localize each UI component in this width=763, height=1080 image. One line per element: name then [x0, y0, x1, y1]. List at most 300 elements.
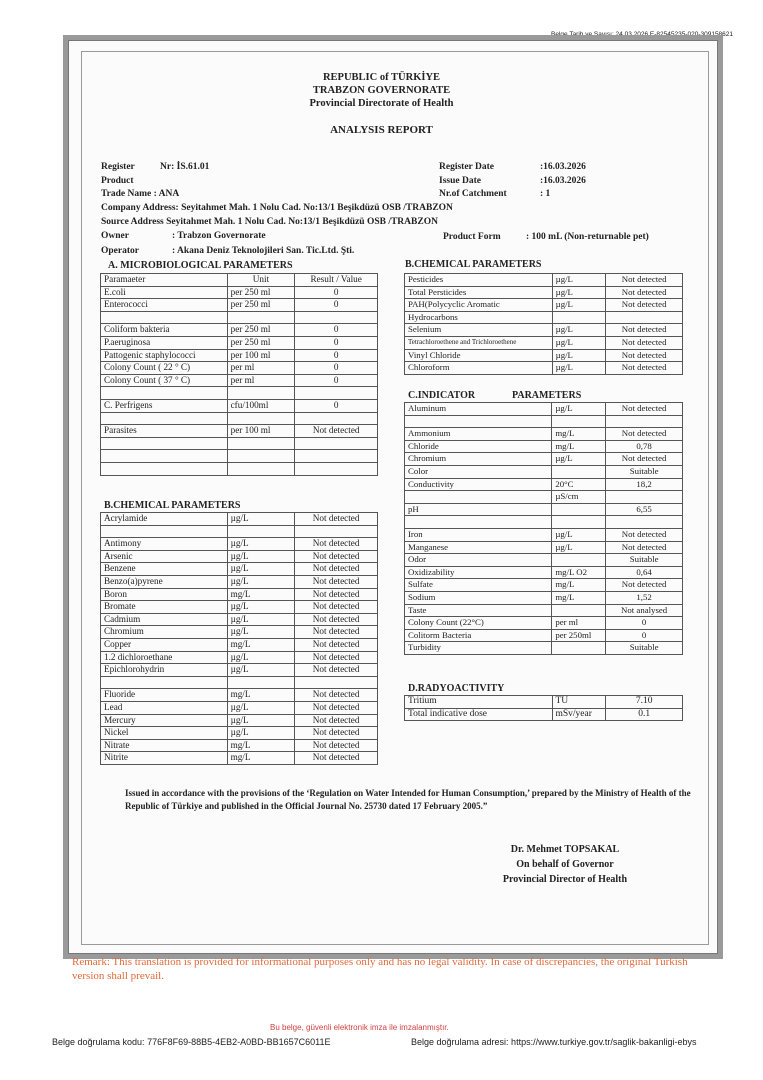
chem-left-row	[101, 538, 378, 551]
radio-table	[404, 695, 683, 721]
header-directorate: Provincial Directorate of Health	[309, 98, 454, 109]
micro-cell-value	[295, 450, 378, 463]
chem-left-cell-value: Not detected	[295, 701, 378, 714]
micro-row	[101, 412, 378, 425]
indicator-cell-unit	[552, 415, 606, 428]
source-address: Source Address Seyitahmet Mah. 1 Nolu Cad. No:13/1 Beşikdüzü OSB /TRABZON	[101, 217, 438, 227]
indicator-section-title-2: PARAMETERS	[512, 390, 582, 401]
micro-row	[101, 387, 378, 400]
chem-left-cell-unit: mg/L	[227, 638, 295, 651]
chem-right-row	[405, 286, 683, 299]
micro-cell-value	[295, 387, 378, 400]
verification-code: Belge doğrulama kodu: 776F8F69-88B5-4EB2-A0BD-BB1657C6011E	[52, 1037, 331, 1047]
report-title: ANALYSIS REPORT	[330, 124, 433, 136]
indicator-cell-value: Not detected	[606, 579, 683, 592]
chem-right-cell-parameter: Hydrocarbons	[405, 311, 553, 324]
chem-left-row	[101, 752, 378, 765]
indicator-row	[405, 478, 683, 491]
indicator-cell-parameter: Conductivity	[405, 478, 552, 491]
chem-right-row	[405, 311, 683, 324]
micro-cell-unit: per ml	[227, 374, 295, 387]
chem-left-row	[101, 626, 378, 639]
micro-cell-parameter	[101, 387, 228, 400]
indicator-row	[405, 503, 683, 516]
indicator-cell-parameter: pH	[405, 503, 552, 516]
indicator-cell-unit: mg/L	[552, 591, 606, 604]
issued-statement: Issued in accordance with the provisions of the ‘Regulation on Water Intended for Human Consumption,’ prepared by the Ministry of Health of the Republic of Türkiye and published in the Official Journal No. 25730 dated 17 February 2005.”	[125, 788, 691, 811]
micro-cell-parameter: E.coli	[101, 286, 228, 299]
chem-right-cell-unit: µg/L	[552, 336, 606, 349]
indicator-cell-value: Not detected	[606, 528, 683, 541]
chem-right-row	[405, 349, 683, 362]
micro-cell-value: 0	[295, 299, 378, 312]
chem-left-cell-unit	[227, 676, 295, 689]
micro-cell-parameter: Colony Count ( 37 ° C)	[101, 374, 228, 387]
micro-cell-unit: cfu/100ml	[227, 399, 295, 412]
indicator-row	[405, 554, 683, 567]
chem-left-cell-parameter	[101, 676, 228, 689]
indicator-cell-parameter: Manganese	[405, 541, 552, 554]
chem-left-cell-value: Not detected	[295, 664, 378, 677]
chem-left-cell-parameter: Benzene	[101, 563, 228, 576]
chem-left-cell-value: Not detected	[295, 588, 378, 601]
chem-right-cell-value: Not detected	[606, 299, 683, 312]
micro-cell-parameter	[101, 412, 228, 425]
chem-right-cell-unit: µg/L	[552, 362, 606, 375]
radio-cell-value: 0.1	[606, 708, 683, 721]
chem-right-cell-parameter: Tetrachloroethene and Trichloroethene	[405, 336, 553, 349]
chem-left-row	[101, 613, 378, 626]
micro-cell-value: 0	[295, 286, 378, 299]
micro-cell-unit: per ml	[227, 362, 295, 375]
chem-right-row	[405, 362, 683, 375]
indicator-cell-value: 0	[606, 617, 683, 630]
indicator-cell-unit: 20°C	[552, 478, 606, 491]
chem-left-cell-value	[295, 525, 378, 538]
chem-right-cell-parameter: Total Persticides	[405, 286, 553, 299]
micro-cell-value: 0	[295, 374, 378, 387]
indicator-row	[405, 591, 683, 604]
indicator-cell-value: 0	[606, 629, 683, 642]
micro-cell-value: 0	[295, 399, 378, 412]
radio-cell-parameter: Tritium	[405, 696, 553, 709]
indicator-cell-parameter: Color	[405, 465, 552, 478]
indicator-cell-value	[606, 516, 683, 529]
radio-cell-unit: TU	[552, 696, 606, 709]
chem-left-cell-unit: µg/L	[227, 613, 295, 626]
chem-left-cell-parameter: Nitrite	[101, 752, 228, 765]
chem-left-cell-unit: µg/L	[227, 575, 295, 588]
chem-left-cell-unit: µg/L	[227, 563, 295, 576]
chem-left-cell-parameter: Copper	[101, 638, 228, 651]
chem-left-cell-unit: mg/L	[227, 588, 295, 601]
indicator-row	[405, 617, 683, 630]
micro-cell-parameter: Coliform bakteria	[101, 324, 228, 337]
indicator-cell-unit: per 250ml	[552, 629, 606, 642]
operator-value: : Akana Deniz Teknolojileri San. Tic.Ltd. Şti.	[172, 246, 355, 256]
catchment-value: : 1	[540, 189, 551, 199]
indicator-row	[405, 428, 683, 441]
indicator-cell-unit: per ml	[552, 617, 606, 630]
product-form-value: : 100 mL (Non-returnable pet)	[526, 232, 649, 242]
micro-cell-parameter	[101, 311, 228, 324]
chem-left-cell-value: Not detected	[295, 513, 378, 526]
micro-body	[101, 286, 378, 475]
indicator-cell-value: Not analysed	[606, 604, 683, 617]
micro-cell-unit	[227, 462, 295, 475]
indicator-cell-parameter: Ammonium	[405, 428, 552, 441]
chem-left-row	[101, 739, 378, 752]
micro-cell-unit	[227, 450, 295, 463]
indicator-row	[405, 440, 683, 453]
header-republic: REPUBLIC of TÜRKİYE	[322, 72, 441, 83]
signatory-role-2: Provincial Director of Health	[502, 874, 628, 885]
indicator-body	[405, 403, 683, 655]
chem-left-row	[101, 638, 378, 651]
trade-name: Trade Name : ANA	[101, 189, 180, 199]
chem-right-cell-unit: µg/L	[552, 286, 606, 299]
chem-left-cell-parameter: Nickel	[101, 727, 228, 740]
chem-left-section-title: B.CHEMICAL PARAMETERS	[104, 500, 241, 511]
indicator-cell-parameter: Turbidity	[405, 642, 552, 655]
indicator-cell-unit: mg/L	[552, 428, 606, 441]
chem-left-body	[101, 513, 378, 765]
indicator-cell-unit	[552, 604, 606, 617]
chem-left-cell-parameter: 1.2 dichloroethane	[101, 651, 228, 664]
chem-left-cell-unit: µg/L	[227, 651, 295, 664]
chem-left-row	[101, 563, 378, 576]
micro-cell-unit: per 250 ml	[227, 286, 295, 299]
chem-left-cell-unit: µg/L	[227, 727, 295, 740]
micro-row	[101, 324, 378, 337]
chem-left-row	[101, 575, 378, 588]
chem-left-cell-unit: µg/L	[227, 626, 295, 639]
micro-cell-parameter: Parasites	[101, 425, 228, 438]
chem-left-cell-parameter	[101, 525, 228, 538]
chem-right-row	[405, 274, 683, 287]
chem-right-cell-value: Not detected	[606, 286, 683, 299]
indicator-cell-unit	[552, 516, 606, 529]
register-date: :16.03.2026	[540, 162, 586, 172]
indicator-cell-unit	[552, 503, 606, 516]
micro-cell-value: 0	[295, 362, 378, 375]
micro-row	[101, 311, 378, 324]
chem-left-cell-parameter: Nitrate	[101, 739, 228, 752]
indicator-row	[405, 453, 683, 466]
chem-left-cell-parameter: Arsenic	[101, 550, 228, 563]
chem-left-row	[101, 588, 378, 601]
radio-cell-unit: mSv/year	[552, 708, 606, 721]
chem-left-cell-parameter: Lead	[101, 701, 228, 714]
chem-left-cell-value: Not detected	[295, 538, 378, 551]
chem-left-cell-value: Not detected	[295, 727, 378, 740]
chem-left-row	[101, 676, 378, 689]
indicator-cell-unit: µg/L	[552, 541, 606, 554]
micro-header-parameter: Paramaeter	[101, 274, 228, 287]
chem-left-row	[101, 689, 378, 702]
micro-cell-value: 0	[295, 324, 378, 337]
chem-right-section-title: B.CHEMICAL PARAMETERS	[405, 259, 542, 270]
micro-cell-value	[295, 412, 378, 425]
chem-left-cell-unit: µg/L	[227, 701, 295, 714]
micro-cell-value: Not detected	[295, 425, 378, 438]
issue-date: :16.03.2026	[540, 176, 586, 186]
owner-value: : Trabzon Governorate	[172, 231, 266, 241]
micro-cell-value: 0	[295, 336, 378, 349]
chem-left-row	[101, 701, 378, 714]
micro-row	[101, 399, 378, 412]
micro-cell-unit: per 250 ml	[227, 336, 295, 349]
micro-row	[101, 374, 378, 387]
register-date-label: Register Date	[439, 162, 494, 172]
micro-cell-value	[295, 311, 378, 324]
micro-cell-parameter: Enterococci	[101, 299, 228, 312]
register-label: Register	[101, 162, 135, 172]
micro-cell-value	[295, 437, 378, 450]
indicator-cell-unit	[552, 465, 606, 478]
indicator-cell-value: Suitable	[606, 554, 683, 567]
indicator-cell-parameter: Chloride	[405, 440, 552, 453]
micro-cell-unit	[227, 437, 295, 450]
micro-cell-unit: per 250 ml	[227, 299, 295, 312]
indicator-row	[405, 415, 683, 428]
translation-remark: Remark: This translation is provided for informational purposes only and has no legal validity. In case of discrepancies, the original Turkish version shall prevail.	[72, 956, 688, 982]
radio-cell-value: 7.10	[606, 696, 683, 709]
chem-left-cell-value: Not detected	[295, 651, 378, 664]
chem-right-cell-unit: µg/L	[552, 299, 606, 312]
indicator-cell-unit: mg/L	[552, 440, 606, 453]
radio-cell-parameter: Total indicative dose	[405, 708, 553, 721]
indicator-cell-parameter: Chromium	[405, 453, 552, 466]
chem-right-cell-value: Not detected	[606, 324, 683, 337]
chem-left-cell-parameter: Acrylamide	[101, 513, 228, 526]
chem-left-cell-value: Not detected	[295, 638, 378, 651]
chem-left-table	[100, 512, 378, 765]
register-nr: Nr: İS.61.01	[160, 162, 210, 172]
indicator-row	[405, 403, 683, 416]
chem-left-cell-unit: µg/L	[227, 513, 295, 526]
indicator-cell-unit: mg/L	[552, 579, 606, 592]
chem-left-cell-parameter: Bromate	[101, 601, 228, 614]
chem-right-cell-value: Not detected	[606, 274, 683, 287]
chem-left-cell-parameter: Fluoride	[101, 689, 228, 702]
micro-cell-unit: per 100 ml	[227, 349, 295, 362]
indicator-row	[405, 579, 683, 592]
signatory-name: Dr. Mehmet TOPSAKAL	[510, 844, 620, 855]
chem-right-cell-parameter: PAH(Polycyclic Aromatic	[405, 299, 553, 312]
indicator-cell-value: Suitable	[606, 465, 683, 478]
indicator-row	[405, 629, 683, 642]
product-form-label: Product Form	[443, 232, 501, 242]
micro-cell-unit	[227, 311, 295, 324]
micro-cell-parameter: C. Perfrigens	[101, 399, 228, 412]
indicator-cell-parameter: Odor	[405, 554, 552, 567]
radio-section-title: D.RADYOACTIVITY	[408, 683, 505, 694]
signature-block	[470, 842, 660, 887]
chem-right-row	[405, 324, 683, 337]
indicator-cell-value: Not detected	[606, 428, 683, 441]
radio-row	[405, 708, 683, 721]
chem-left-row	[101, 525, 378, 538]
chem-right-cell-unit: µg/L	[552, 349, 606, 362]
chem-left-row	[101, 664, 378, 677]
chem-left-cell-value: Not detected	[295, 689, 378, 702]
product-label: Product	[101, 176, 134, 186]
micro-table	[100, 273, 378, 476]
chem-right-row	[405, 336, 683, 349]
indicator-row	[405, 566, 683, 579]
radio-body	[405, 696, 683, 721]
micro-row	[101, 450, 378, 463]
indicator-row	[405, 491, 683, 504]
micro-cell-unit: per 100 ml	[227, 425, 295, 438]
indicator-row	[405, 465, 683, 478]
chem-left-cell-value: Not detected	[295, 575, 378, 588]
micro-row	[101, 299, 378, 312]
indicator-section-title: C.INDICATOR	[408, 390, 476, 401]
indicator-cell-parameter: Taste	[405, 604, 552, 617]
chem-left-cell-value: Not detected	[295, 626, 378, 639]
micro-header-result: Result / Value	[295, 274, 378, 287]
micro-header-row	[101, 274, 378, 287]
chem-right-body	[405, 274, 683, 375]
chem-left-cell-parameter: Epichlorohydrin	[101, 664, 228, 677]
micro-row	[101, 437, 378, 450]
indicator-cell-value: Not detected	[606, 453, 683, 466]
chem-left-cell-parameter: Boron	[101, 588, 228, 601]
indicator-row	[405, 516, 683, 529]
chem-left-cell-value: Not detected	[295, 752, 378, 765]
indicator-cell-parameter	[405, 491, 552, 504]
catchment-label: Nr.of Catchment	[439, 189, 507, 199]
chem-right-cell-parameter: Vinyl Chloride	[405, 349, 553, 362]
indicator-cell-parameter: Oxidizability	[405, 566, 552, 579]
chem-left-row	[101, 601, 378, 614]
chem-left-cell-unit	[227, 525, 295, 538]
chem-left-row	[101, 651, 378, 664]
chem-right-cell-value	[606, 311, 683, 324]
indicator-cell-value: 1,52	[606, 591, 683, 604]
signatory-role-1: On behalf of Governor	[516, 859, 614, 870]
chem-right-cell-parameter: Selenium	[405, 324, 553, 337]
micro-row	[101, 286, 378, 299]
micro-cell-parameter	[101, 462, 228, 475]
indicator-cell-unit	[552, 554, 606, 567]
micro-cell-parameter: P.aeruginosa	[101, 336, 228, 349]
chem-left-row	[101, 550, 378, 563]
micro-cell-value: 0	[295, 349, 378, 362]
micro-header-unit: Unit	[227, 274, 295, 287]
chem-left-cell-parameter: Cadmium	[101, 613, 228, 626]
chem-left-cell-unit: µg/L	[227, 538, 295, 551]
chem-right-cell-parameter: Pesticides	[405, 274, 553, 287]
micro-row	[101, 349, 378, 362]
micro-section-title: A. MICROBIOLOGICAL PARAMETERS	[108, 260, 293, 271]
micro-cell-parameter	[101, 437, 228, 450]
micro-row	[101, 336, 378, 349]
indicator-table	[404, 402, 683, 655]
micro-cell-unit	[227, 387, 295, 400]
chem-left-cell-value: Not detected	[295, 613, 378, 626]
micro-cell-value	[295, 462, 378, 475]
chem-left-row	[101, 727, 378, 740]
indicator-row	[405, 528, 683, 541]
indicator-cell-value: 18,2	[606, 478, 683, 491]
indicator-cell-unit: µg/L	[552, 453, 606, 466]
chem-right-cell-parameter: Chloroform	[405, 362, 553, 375]
indicator-cell-value: Not detected	[606, 541, 683, 554]
chem-left-row	[101, 513, 378, 526]
chem-left-cell-unit: mg/L	[227, 689, 295, 702]
operator-label: Operator	[101, 246, 139, 256]
owner-label: Owner	[101, 231, 129, 241]
indicator-row	[405, 642, 683, 655]
radio-row	[405, 696, 683, 709]
chem-left-cell-value: Not detected	[295, 563, 378, 576]
chem-right-cell-unit: µg/L	[552, 324, 606, 337]
chem-right-cell-value: Not detected	[606, 362, 683, 375]
indicator-row	[405, 541, 683, 554]
chem-left-cell-unit: µg/L	[227, 664, 295, 677]
indicator-cell-parameter	[405, 415, 552, 428]
chem-left-cell-value: Not detected	[295, 550, 378, 563]
indicator-cell-value: 0,64	[606, 566, 683, 579]
indicator-cell-parameter: Colitorm Bacteria	[405, 629, 552, 642]
chem-left-cell-unit: µg/L	[227, 550, 295, 563]
chem-left-cell-parameter: Benzo(a)pyrene	[101, 575, 228, 588]
chem-left-cell-unit: mg/L	[227, 752, 295, 765]
chem-right-row	[405, 299, 683, 312]
chem-left-row	[101, 714, 378, 727]
indicator-cell-unit: µg/L	[552, 403, 606, 416]
company-address: Company Address: Seyitahmet Mah. 1 Nolu Cad. No:13/1 Beşikdüzü OSB /TRABZON	[101, 203, 453, 213]
micro-cell-parameter	[101, 450, 228, 463]
micro-cell-parameter: Pattogenic staphylococci	[101, 349, 228, 362]
chem-right-cell-value: Not detected	[606, 336, 683, 349]
indicator-row	[405, 604, 683, 617]
indicator-cell-value	[606, 491, 683, 504]
micro-cell-unit	[227, 412, 295, 425]
chem-left-cell-parameter: Antimony	[101, 538, 228, 551]
chem-left-cell-unit: µg/L	[227, 601, 295, 614]
indicator-cell-parameter: Iron	[405, 528, 552, 541]
indicator-cell-unit: µg/L	[552, 528, 606, 541]
chem-left-cell-unit: µg/L	[227, 714, 295, 727]
micro-row	[101, 462, 378, 475]
chem-right-table	[404, 273, 683, 375]
header-governorate: TRABZON GOVERNORATE	[312, 85, 451, 96]
verification-address: Belge doğrulama adresi: https://www.turkiye.gov.tr/saglik-bakanligi-ebys	[411, 1037, 697, 1047]
chem-right-cell-unit	[552, 311, 606, 324]
indicator-cell-value: 0,78	[606, 440, 683, 453]
chem-left-cell-value: Not detected	[295, 601, 378, 614]
micro-row	[101, 362, 378, 375]
chem-left-cell-value: Not detected	[295, 714, 378, 727]
document-reference: Belge Tarih ve Sayısı: 24.03.2026 E-82545235-020-309158621	[551, 31, 734, 38]
indicator-cell-parameter: Colony Count (22°C)	[405, 617, 552, 630]
esignature-note: Bu belge, güvenli elektronik imza ile imzalanmıştır.	[270, 1023, 449, 1032]
indicator-cell-unit: mg/L O2	[552, 566, 606, 579]
chem-left-cell-parameter: Mercury	[101, 714, 228, 727]
chem-left-cell-value	[295, 676, 378, 689]
indicator-cell-parameter: Sulfate	[405, 579, 552, 592]
chem-left-cell-unit: mg/L	[227, 739, 295, 752]
indicator-cell-parameter: Aluminum	[405, 403, 552, 416]
indicator-cell-value: Suitable	[606, 642, 683, 655]
indicator-cell-unit	[552, 642, 606, 655]
chem-left-cell-parameter: Chromium	[101, 626, 228, 639]
indicator-cell-parameter: Sodium	[405, 591, 552, 604]
